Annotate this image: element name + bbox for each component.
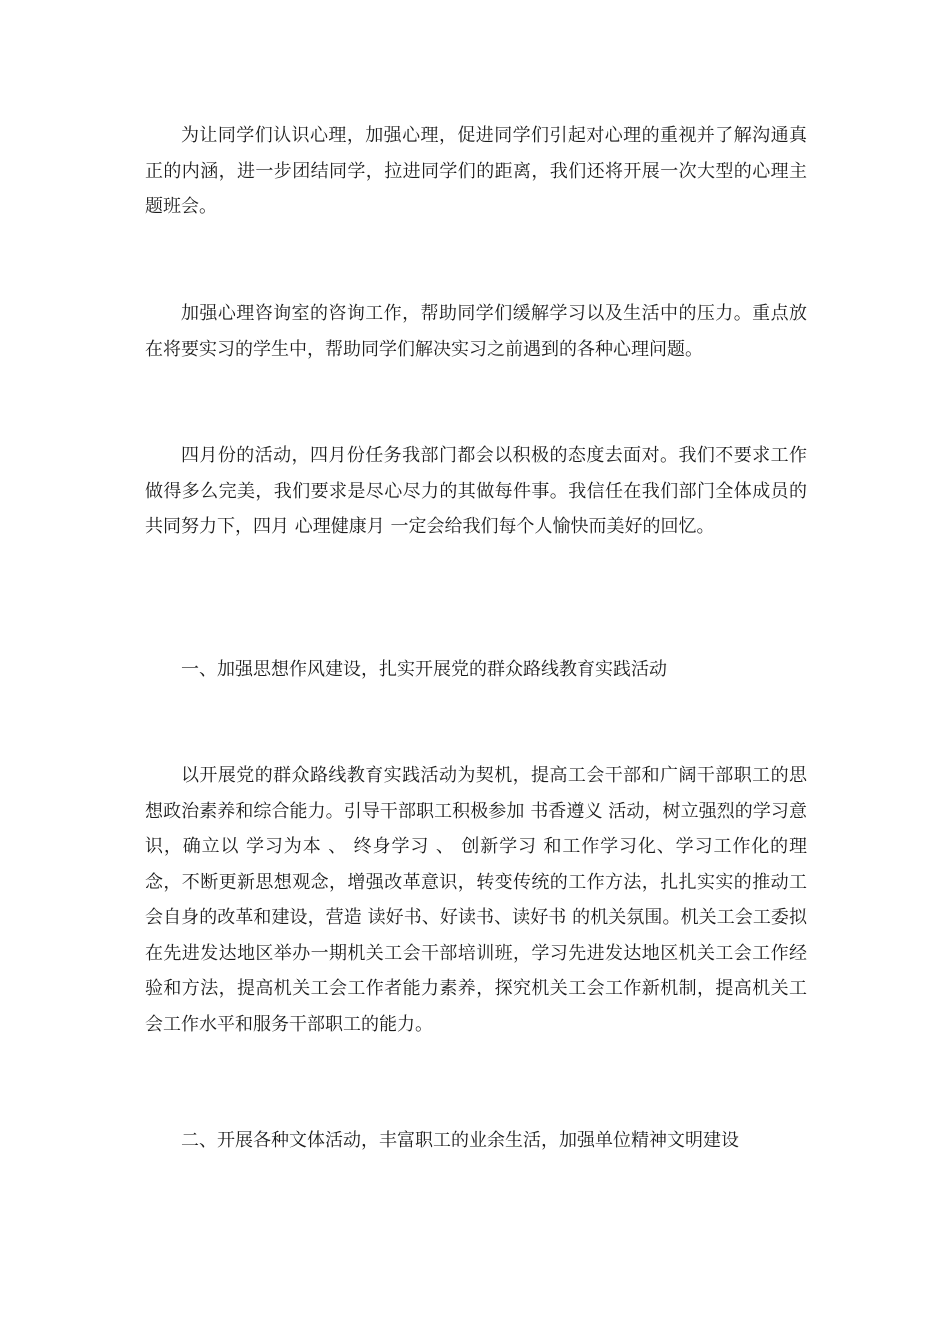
paragraph-education-practice: 以开展党的群众路线教育实践活动为契机，提高工会干部和广阔干部职工的思想政治素养和综合能力。引导干部职工积极参加 书香遵义 活动，树立强烈的学习意识，确立以 学习为本 、 终身学习 、 创新学习 和工作学习化、学习工作化的理念，不断更新思想观念，增强改革意识，转变传统的工作方法，扎扎实实的推动工会自身的改革和建设，营造 读好书、好读书、读好书 的机关氛围。机关工会工委拟在先进发达地区举办一期机关工会干部培训班，学习先进发达地区机关工会工作经验和方法，提高机关工会工作者能力素养，探究机关工会工作新机制，提高机关工会工作水平和服务干部职工的能力。 xyxy=(145,765,807,1035)
section-heading-2: 二、开展各种文体活动，丰富职工的业余生活，加强单位精神文明建设 xyxy=(181,1130,739,1151)
paragraph-april-activities: 四月份的活动，四月份任务我部门都会以积极的态度去面对。我们不要求工作做得多么完美，我们要求是尽心尽力的其做每件事。我信任在我们部门全体成员的共同努力下，四月 心理健康月 一定会给我们每个人愉快而美好的回忆。 xyxy=(145,445,807,537)
section-heading-1: 一、加强思想作风建设，扎实开展党的群众路线教育实践活动 xyxy=(181,659,667,680)
paragraph-psychology-class-meeting: 为让同学们认识心理，加强心理，促进同学们引起对心理的重视并了解沟通真正的内涵，进一步团结同学，拉进同学们的距离，我们还将开展一次大型的心理主题班会。 xyxy=(145,125,807,217)
paragraph-counseling-room: 加强心理咨询室的咨询工作，帮助同学们缓解学习以及生活中的压力。重点放在将要实习的学生中，帮助同学们解决实习之前遇到的各种心理问题。 xyxy=(145,303,807,360)
